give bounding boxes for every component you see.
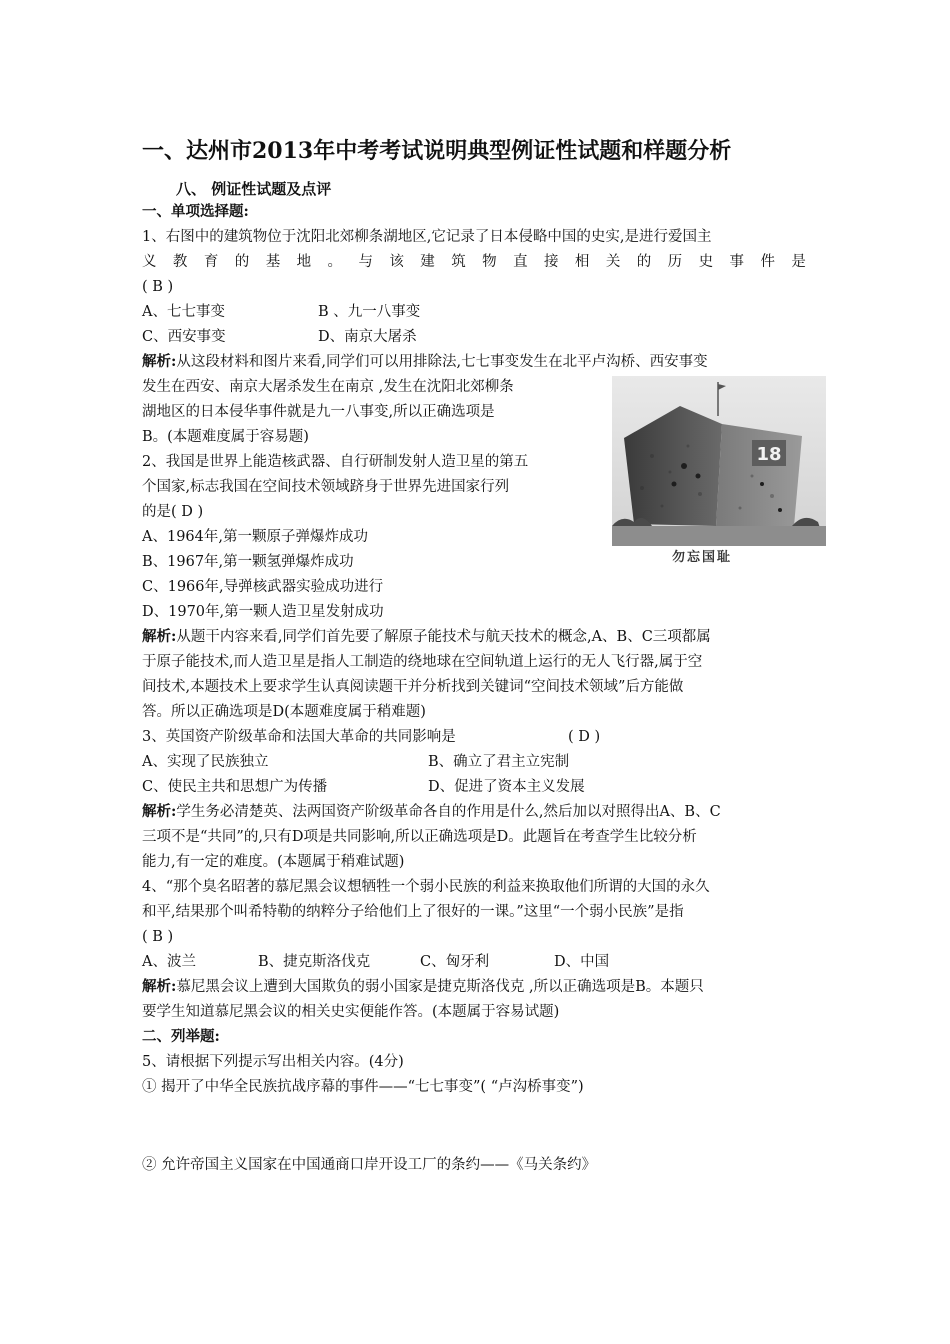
- q1-option-a: A、七七事变: [142, 304, 225, 320]
- q1-stem-line2: [142, 252, 806, 272]
- q4-option-d: D、中国: [554, 954, 610, 970]
- q1-option-b: B 、九一八事变: [318, 304, 421, 320]
- museum-photo: [612, 376, 826, 572]
- char: 筑: [451, 254, 466, 270]
- q1-answer: ( B ): [142, 279, 174, 295]
- q5-item-1: ① 揭开了中华全民族抗战序幕的事件——“七七事变”( “卢沟桥事变”): [142, 1079, 584, 1095]
- char: 事: [729, 254, 745, 270]
- char: 地: [296, 254, 312, 270]
- char: 的: [234, 254, 250, 270]
- q2-option-b: B、1967年,第一颗氢弹爆炸成功: [142, 554, 354, 570]
- q3-stem: 3、英国资产阶级革命和法国大革命的共同影响是: [142, 729, 456, 745]
- analysis-label: 解析:: [142, 628, 177, 645]
- q4-stem-line2: 和平,结果那个叫希特勒的纳粹分子给他们上了很好的一课。”这里“一个弱小民族”是指: [142, 904, 684, 920]
- char: 接: [543, 254, 559, 270]
- char: 义: [142, 254, 157, 270]
- q3-option-b: B、确立了君主立宪制: [428, 754, 570, 770]
- q2-analysis-line1: [142, 627, 711, 647]
- section-heading-single-choice: 一、单项选择题:: [142, 203, 249, 220]
- analysis-text: 从这段材料和图片来看,同学们可以用排除法,七七事变发生在北平卢沟桥、西安事变: [176, 354, 708, 370]
- q2-option-c: C、1966年,导弹核武器实验成功进行: [142, 579, 384, 595]
- q5-item-2: ② 允许帝国主义国家在中国通商口岸开设工厂的条约——《马关条约》: [142, 1157, 597, 1173]
- q3-answer: ( D ): [568, 729, 601, 745]
- q3-analysis-line2: 三项不是“共同”的,只有D项是共同影响,所以正确选项是D。此题旨在考查学生比较分析: [142, 829, 697, 845]
- char: 教: [172, 254, 188, 270]
- analysis-text: 从题干内容来看,同学们首先要了解原子能技术与航天技术的概念,A、B、C三项都属: [176, 629, 711, 645]
- q3-analysis-line3: 能力,有一定的难度。(本题属于稍难试题): [142, 854, 405, 870]
- q2-stem-line2: 个国家,标志我国在空间技术领域跻身于世界先进国家行列: [142, 479, 510, 495]
- q2-analysis-line3: 间技术,本题技术上要求学生认真阅读题干并分析找到关键词“空间技术领域”后方能做: [142, 679, 684, 695]
- page-title: 一、达州市2013年中考考试说明典型例证性试题和样题分析: [142, 138, 732, 164]
- photo-caption: 勿忘国耻: [672, 550, 733, 565]
- analysis-label: 解析:: [142, 803, 177, 820]
- char: 该: [389, 254, 404, 270]
- q1-analysis-line2: 发生在西安、南京大屠杀发生在南京 ,发生在沈阳北郊柳条: [142, 379, 514, 395]
- char: 基: [265, 254, 281, 270]
- q3-option-a: A、实现了民族独立: [142, 754, 269, 770]
- q1-stem-line1: 1、右图中的建筑物位于沈阳北郊柳条湖地区,它记录了日本侵略中国的史实,是进行爱国主: [142, 229, 712, 245]
- q2-option-a: A、1964年,第一颗原子弹爆炸成功: [142, 529, 368, 545]
- analysis-text: 慕尼黑会议上遭到大国欺负的弱小国家是捷克斯洛伐克 ,所以正确选项是B。本题只: [176, 979, 704, 995]
- q2-stem-line3: 的是( D ): [142, 504, 204, 520]
- char: 育: [203, 254, 219, 270]
- char: 是: [791, 254, 806, 270]
- char: 史: [698, 254, 714, 270]
- q1-option-c: C、西安事变: [142, 329, 226, 345]
- char: 物: [482, 254, 497, 270]
- q1-analysis-line4: B。(本题难度属于容易题): [142, 429, 309, 445]
- q4-option-c: C、匈牙利: [420, 954, 490, 970]
- calendar-number: 18: [756, 444, 782, 465]
- char: 直: [513, 254, 528, 270]
- q3-option-d: D、促进了资本主义发展: [428, 779, 585, 795]
- analysis-label: 解析:: [142, 353, 177, 370]
- q1-option-d: D、南京大屠杀: [318, 329, 417, 345]
- q5-stem: 5、请根据下列提示写出相关内容。(4分): [142, 1054, 404, 1070]
- char: 关: [605, 254, 621, 270]
- section-heading-listing: 二、列举题:: [142, 1028, 220, 1045]
- char: 建: [420, 254, 435, 270]
- q4-option-b: B、捷克斯洛伐克: [258, 954, 371, 970]
- char: 的: [636, 254, 652, 270]
- q1-analysis-line1: [142, 352, 708, 372]
- q4-answer: ( B ): [142, 929, 174, 945]
- char: 。: [327, 254, 343, 270]
- q2-stem-line1: 2、我国是世界上能造核武器、自行研制发射人造卫星的第五: [142, 454, 529, 470]
- q4-analysis-line1: [142, 977, 704, 997]
- char: 历: [667, 254, 683, 270]
- analysis-text: 学生务必清楚英、法两国资产阶级革命各自的作用是什么,然后加以对照得出A、B、C: [176, 804, 721, 820]
- q1-analysis-line3: 湖地区的日本侵华事件就是九一八事变,所以正确选项是: [142, 404, 495, 420]
- q4-option-a: A、波兰: [142, 954, 196, 970]
- q2-option-d: D、1970年,第一颗人造卫星发射成功: [142, 604, 384, 620]
- q4-analysis-line2: 要学生知道慕尼黑会议的相关史实便能作答。(本题属于容易试题): [142, 1004, 560, 1020]
- q4-stem-line1: 4、“那个臭名昭著的慕尼黑会议想牺牲一个弱小民族的利益来换取他们所谓的大国的永久: [142, 879, 710, 895]
- section-subtitle: 八、 例证性试题及点评: [176, 180, 332, 198]
- char: 与: [358, 254, 373, 270]
- analysis-label: 解析:: [142, 978, 177, 995]
- char: 相: [574, 254, 590, 270]
- q3-analysis-line1: [142, 802, 721, 822]
- q3-option-c: C、使民主共和思想广为传播: [142, 779, 328, 795]
- char: 件: [760, 254, 775, 270]
- q2-analysis-line2: 于原子能技术,而人造卫星是指人工制造的绕地球在空间轨道上运行的无人飞行器,属于空: [142, 654, 703, 670]
- q2-analysis-line4: 答。所以正确选项是D(本题难度属于稍难题): [142, 704, 426, 720]
